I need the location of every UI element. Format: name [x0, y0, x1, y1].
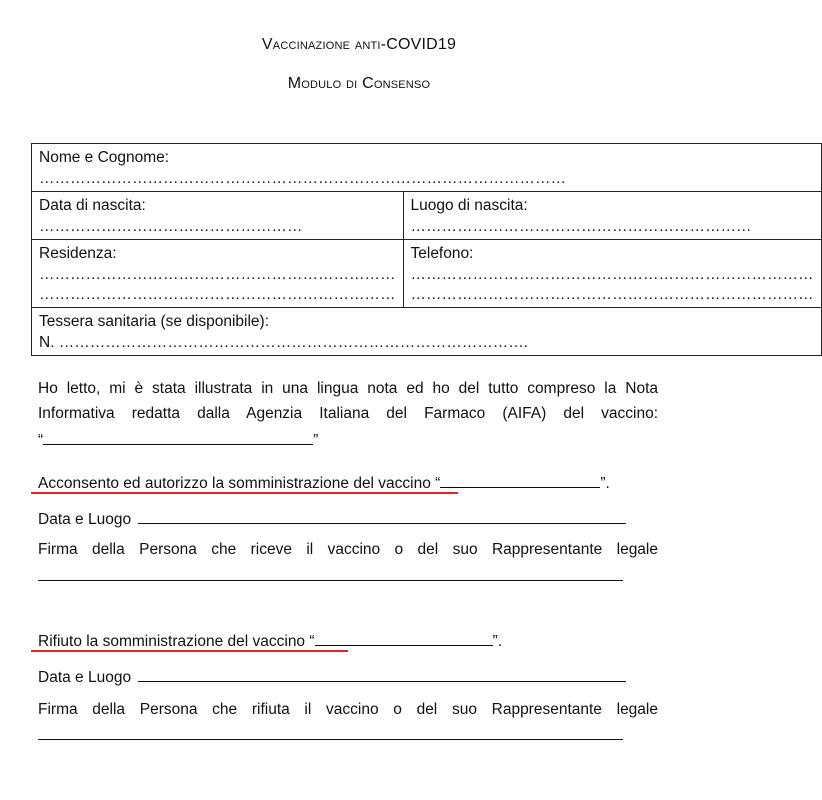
refusal-close: ”. [492, 633, 502, 650]
tessera-label: Tessera sanitaria (se disponibile): [39, 313, 270, 330]
consent-date-label: Data e Luogo [38, 511, 132, 528]
nome-cell[interactable] [32, 144, 822, 192]
consent-date-place [38, 508, 626, 529]
consent-date-blank[interactable] [138, 508, 626, 524]
refusal-signature-blank[interactable] [38, 739, 623, 740]
telefono-label: Telefono: [410, 245, 474, 262]
residenza-label: Residenza: [39, 245, 117, 262]
luogo-nascita-cell[interactable] [403, 192, 821, 240]
document-subtitle: Modulo di Consenso [287, 75, 431, 92]
document-title: Vaccinazione anti-COVID19 [261, 36, 457, 53]
data-nascita-label: Data di nascita: [39, 197, 146, 214]
consent-signature-blank[interactable] [38, 580, 623, 581]
consent-vaccine-blank[interactable] [440, 472, 600, 488]
refusal-text: Rifiuto la somministrazione del vaccino “ [38, 633, 315, 650]
telefono-dots-2: …………………………………………………………………… [410, 286, 814, 303]
vaccine-name-blank-line[interactable] [38, 429, 318, 450]
vaccine-name-blank[interactable] [43, 429, 313, 445]
consent-signature-label: Firma della Persona che riceve il vaccino o del suo Rappresentante legale [38, 541, 658, 558]
nome-label: Nome e Cognome: [39, 149, 170, 166]
refusal-statement [38, 630, 502, 651]
open-quote: “ [38, 432, 44, 449]
paragraph-line-1: Ho letto, mi è stata illustrata in una lingua nota ed ho del tutto compreso la Nota [38, 380, 658, 397]
consent-text: Acconsento ed autorizzo la somministrazione del vaccino “ [38, 475, 441, 492]
refusal-date-place [38, 666, 626, 687]
telefono-dots-1: …………………………………………………………………… [410, 266, 814, 283]
nome-dots: ………………………………………………………………………………………… [39, 170, 566, 187]
luogo-nascita-label: Luogo di nascita: [410, 197, 528, 214]
consent-close: ”. [600, 475, 610, 492]
data-nascita-dots: …………………………………………… [39, 218, 303, 235]
tessera-dots: N. ………………………………………………………………………………. [39, 334, 529, 351]
telefono-cell[interactable] [403, 240, 821, 308]
residenza-dots-1: …………………………………………………………… [39, 266, 396, 283]
refusal-red-underline [31, 650, 348, 652]
residenza-dots-2: …………………………………………………………… [39, 286, 396, 303]
paragraph-line-2: Informativa redatta dalla Agenzia Italiana del Farmaco (AIFA) del vaccino: [38, 405, 658, 422]
close-quote: ” [313, 432, 319, 449]
consent-red-underline [31, 492, 458, 494]
data-nascita-cell[interactable] [32, 192, 404, 240]
refusal-date-blank[interactable] [138, 666, 626, 682]
refusal-vaccine-blank[interactable] [315, 630, 493, 646]
consent-statement [38, 472, 610, 493]
personal-data-table [31, 143, 822, 356]
residenza-cell[interactable] [32, 240, 404, 308]
refusal-date-label: Data e Luogo [38, 669, 132, 686]
tessera-cell[interactable] [32, 308, 822, 356]
refusal-signature-label: Firma della Persona che rifiuta il vaccino o del suo Rappresentante legale [38, 701, 658, 718]
luogo-nascita-dots: ………………………………………………………… [410, 218, 752, 235]
